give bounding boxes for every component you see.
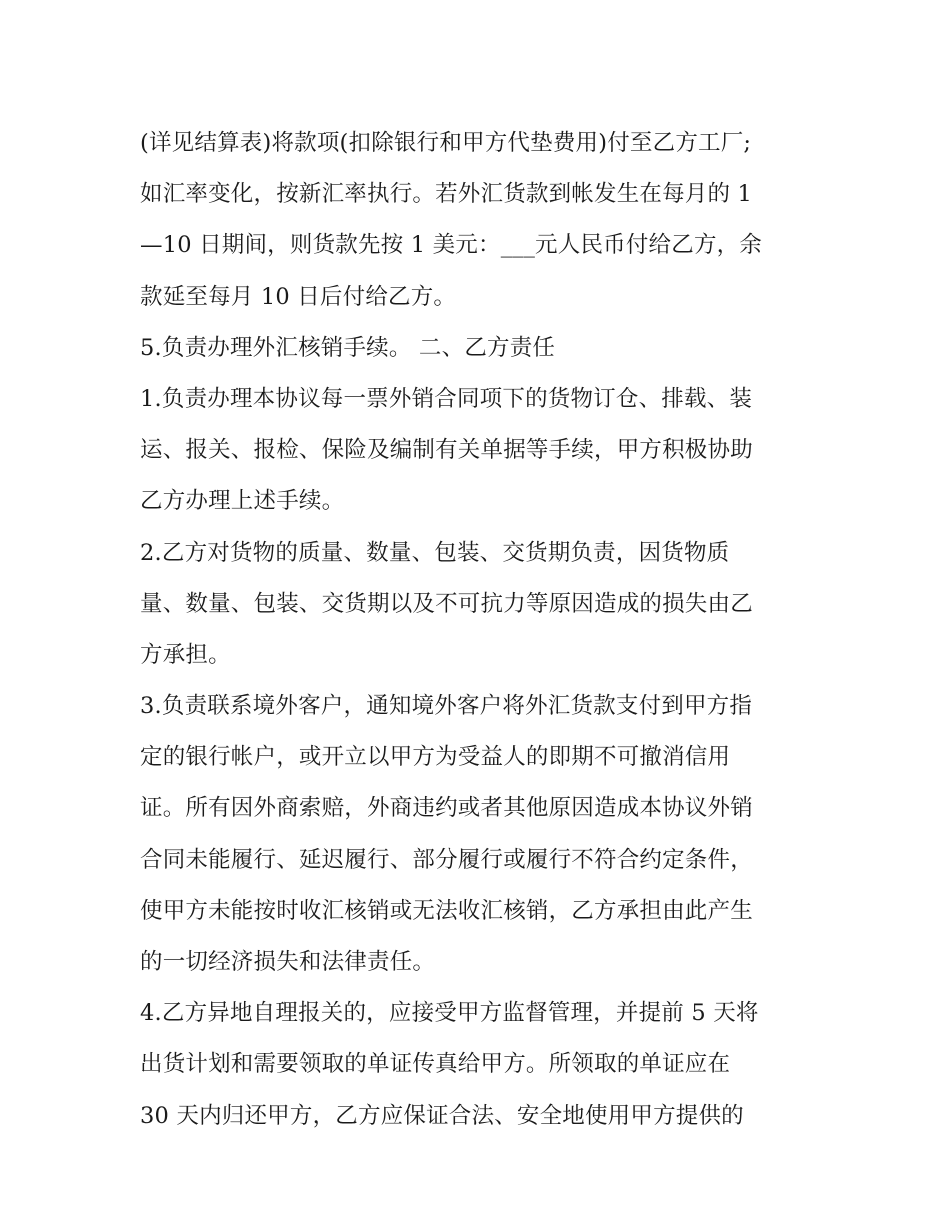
text-line: 1.负责办理本协议每一票外销合同项下的货物订仓、排载、装 (140, 385, 753, 412)
text-line: —10 日期间，则货款先按 1 美元：___元人民币付给乙方，余 (140, 232, 763, 259)
text-line: 证。所有因外商索赔，外商违约或者其他原因造成本协议外销 (140, 795, 753, 822)
text-line: 4.乙方异地自理报关的，应接受甲方监督管理，并提前 5 天将 (140, 1000, 759, 1027)
document-body (140, 118, 820, 1142)
text-line: 定的银行帐户，或开立以甲方为受益人的即期不可撤消信用 (140, 744, 731, 771)
text-line: 合同未能履行、延迟履行、部分履行或履行不符合约定条件， (140, 846, 753, 873)
text-line: 5.负责办理外汇核销手续。 二、乙方责任 (140, 334, 556, 361)
text-line: 2.乙方对货物的质量、数量、包装、交货期负责，因货物质 (140, 539, 730, 566)
text-line: 乙方办理上述手续。 (140, 488, 345, 515)
text-line: 使甲方未能按时收汇核销或无法收汇核销，乙方承担由此产生 (140, 897, 753, 924)
text-line: 3.负责联系境外客户，通知境外客户将外汇货款支付到甲方指 (140, 693, 753, 720)
text-line: 如汇率变化，按新汇率执行。若外汇货款到帐发生在每月的 1 (140, 181, 753, 208)
text-line: 方承担。 (140, 641, 231, 668)
text-line: (详见结算表)将款项(扣除银行和甲方代垫费用)付至乙方工厂; (140, 130, 752, 156)
text-line: 运、报关、报检、保险及编制有关单据等手续，甲方积极协助 (140, 437, 753, 464)
text-line: 30 天内归还甲方，乙方应保证合法、安全地使用甲方提供的 (140, 1102, 744, 1129)
text-line: 款延至每月 10 日后付给乙方。 (140, 283, 457, 310)
text-line: 的一切经济损失和法律责任。 (140, 949, 436, 975)
text-line: 出货计划和需要领取的单证传真给甲方。所领取的单证应在 (140, 1051, 731, 1078)
text-line: 量、数量、包装、交货期以及不可抗力等原因造成的损失由乙 (140, 590, 753, 617)
